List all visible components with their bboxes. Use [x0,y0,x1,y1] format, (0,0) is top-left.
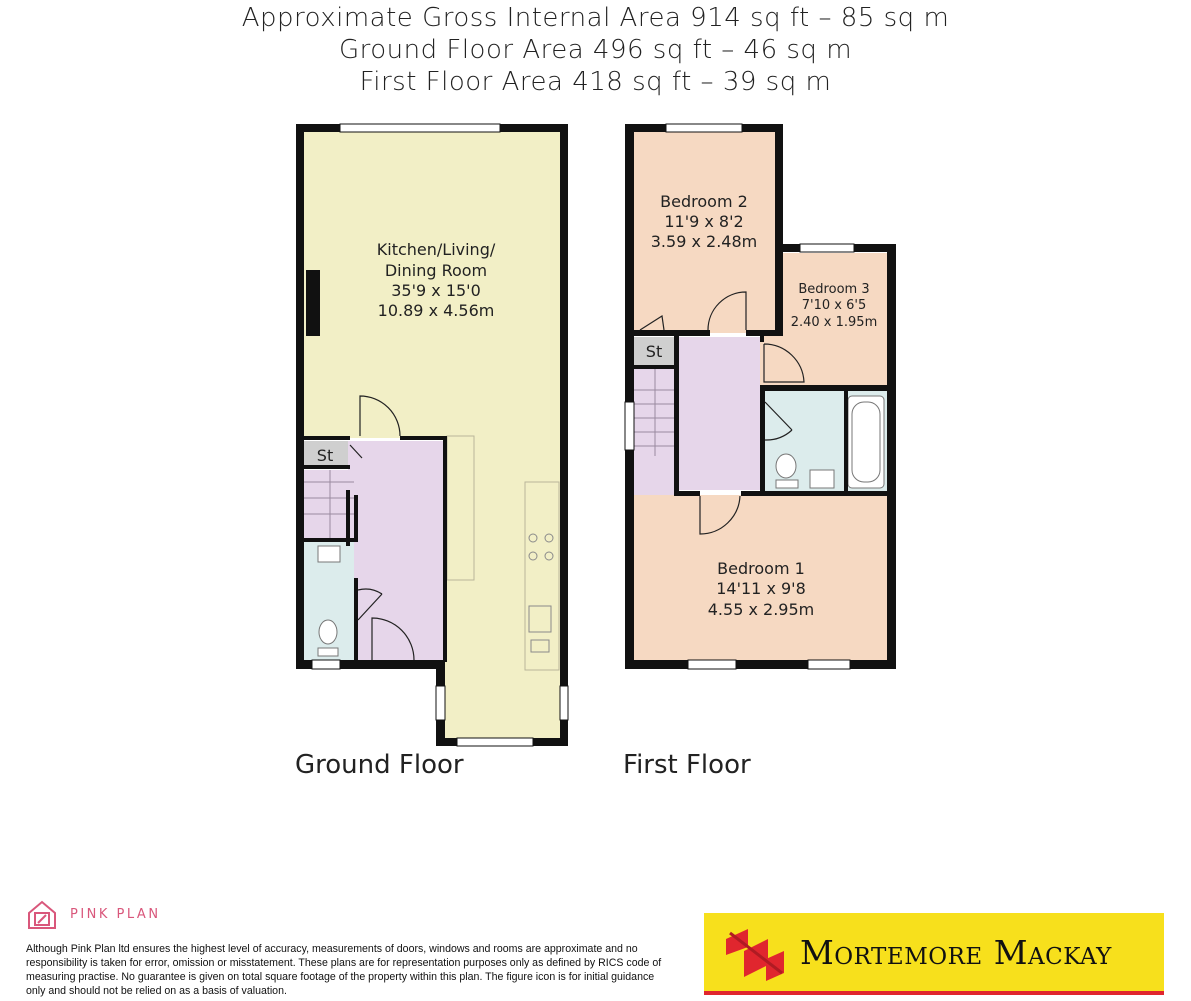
pink-plan-logo-icon [26,899,58,931]
agent-logo-banner [704,913,1164,995]
kitchen-metric: 10.89 x 4.56m [377,301,495,320]
bedroom-1-metric: 4.55 x 2.95m [707,600,815,619]
agent-red-bar [704,991,1164,995]
kitchen-name-line2: Dining Room [384,261,488,280]
kitchen-imperial: 35'9 x 15'0 [391,281,481,300]
landing [678,337,760,490]
bedroom-1-name: Bedroom 1 [717,559,805,578]
agent-name: Mortemore Mackay [800,933,1112,972]
ground-hallway [348,441,443,660]
disclaimer-text: Although Pink Plan ltd ensures the highest level of accuracy, measurements of doors, windows and rooms are approximate and no responsibility is taken for error, omission or misstatement. These plans are for representation purposes only as defined by RICS code of measuring practise. No guarantee is given on total square footage of the property within this plan. The figure icon is for initial guidance only and should not be relied on as a basis of valuation. [26,943,662,997]
first-store-label: St [645,342,663,361]
bedroom-1-imperial: 14'11 x 9'8 [716,579,806,598]
pink-plan-brand: PINK PLAN [70,907,161,922]
bedroom-3-metric: 2.40 x 1.95m [790,315,878,330]
first-floor-area-line: First Floor Area 418 sq ft – 39 sq m [359,67,832,97]
ground-floor-area-line: Ground Floor Area 496 sq ft – 46 sq m [338,35,853,65]
bedroom-3-imperial: 7'10 x 6'5 [801,298,867,313]
kitchen-name-line1: Kitchen/Living/ [376,240,496,259]
agent-logo-icon [722,925,788,981]
bedroom-3-name: Bedroom 3 [798,282,870,297]
kitchen-extension-area [444,438,560,740]
ground-floor-label: Ground Floor [295,750,464,780]
first-floor-label: First Floor [623,750,751,780]
ground-store-label: St [316,446,334,465]
bedroom-2-metric: 3.59 x 2.48m [650,232,758,251]
bedroom-2-imperial: 11'9 x 8'2 [664,212,744,231]
ground-floor-plan [296,124,568,746]
gross-area-line: Approximate Gross Internal Area 914 sq ft – 85 sq m [241,3,950,33]
bedroom-2-name: Bedroom 2 [660,192,748,211]
